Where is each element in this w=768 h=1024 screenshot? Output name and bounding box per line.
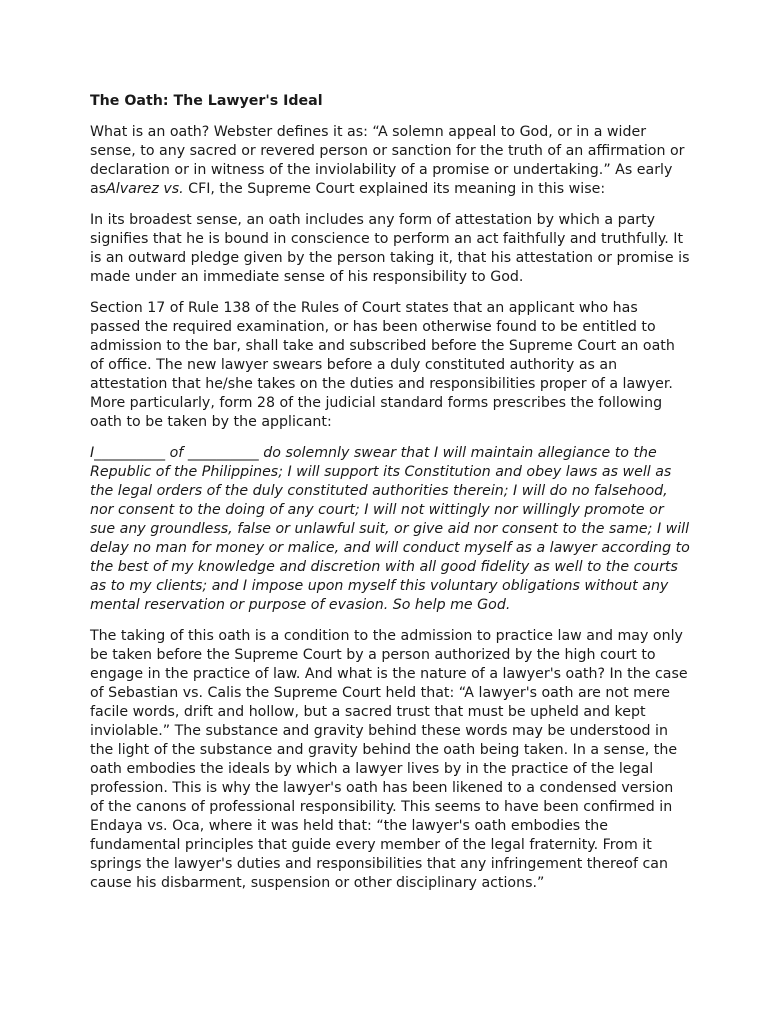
paragraph-text: What is an oath? Webster defines it as: “A solemn appeal to God, or in a wider sense, to any sacred or revered person or sanction for the truth of an affirmation or declaration or in witness of the inviolability of a promise or undertaking.” As early as — [90, 124, 685, 197]
lawyers-oath-text: I__________ of __________ do solemnly swear that I will maintain allegiance to the Republic of the Philippines; I will support its Constitution and obey laws as well as the legal orders of the duly constituted authorities therein; I will do no falsehood, nor consent to the doing of any court; I will not wittingly nor willingly promote or sue any groundless, false or unlawful suit, or give aid nor consent to the same; I will delay no man for money or malice, and will conduct myself as a lawyer according to the best of my knowledge and discretion with all good fidelity as well to the courts as to my clients; and I impose upon myself this voluntary obligations without any mental reservation or purpose of evasion. So help me God. — [90, 445, 690, 613]
paragraph-oath-definition — [90, 123, 690, 199]
document-title: The Oath: The Lawyer's Ideal — [90, 93, 323, 109]
document-page — [90, 92, 690, 905]
paragraph-broadest-sense: In its broadest sense, an oath includes any form of attestation by which a party signifies that he is bound in conscience to perform an act faithfully and truthfully. It is an outward pledge given by the person taking it, that his attestation or promise is made under an immediate sense of his responsibility to God. — [90, 212, 690, 285]
paragraph-nature-of-oath: The taking of this oath is a condition to the admission to practice law and may only be taken before the Supreme Court by a person authorized by the high court to engage in the practice of law. And what is the nature of a lawyer's oath? In the case of Sebastian vs. Calis the Supreme Court held that: “A lawyer's oath are not mere facile words, drift and hollow, but a sacred trust that must be upheld and kept inviolable.” The substance and gravity behind these words may be understood in the light of the substance and gravity behind the oath being taken. In a sense, the oath embodies the ideals by which a lawyer lives by in the practice of the legal profession. This is why the lawyer's oath has been likened to a condensed version of the canons of professional responsibility. This seems to have been confirmed in Endaya vs. Oca, where it was held that: “the lawyer's oath embodies the fundamental principles that guide every member of the legal fraternity. From it springs the lawyer's duties and responsibilities that any infringement thereof can cause his disbarment, suspension or other disciplinary actions.” — [90, 628, 688, 891]
paragraph-rules-of-court: Section 17 of Rule 138 of the Rules of Court states that an applicant who has passed the required examination, or has been otherwise found to be entitled to admission to the bar, shall take and subscribed before the Supreme Court an oath of office. The new lawyer swears before a duly constituted authority as an attestation that he/she takes on the duties and responsibilities proper of a lawyer. More particularly, form 28 of the judicial standard forms prescribes the following oath to be taken by the applicant: — [90, 300, 675, 430]
paragraph-text: CFI, the Supreme Court explained its meaning in this wise: — [183, 181, 606, 197]
case-citation: Alvarez vs. — [106, 181, 184, 197]
